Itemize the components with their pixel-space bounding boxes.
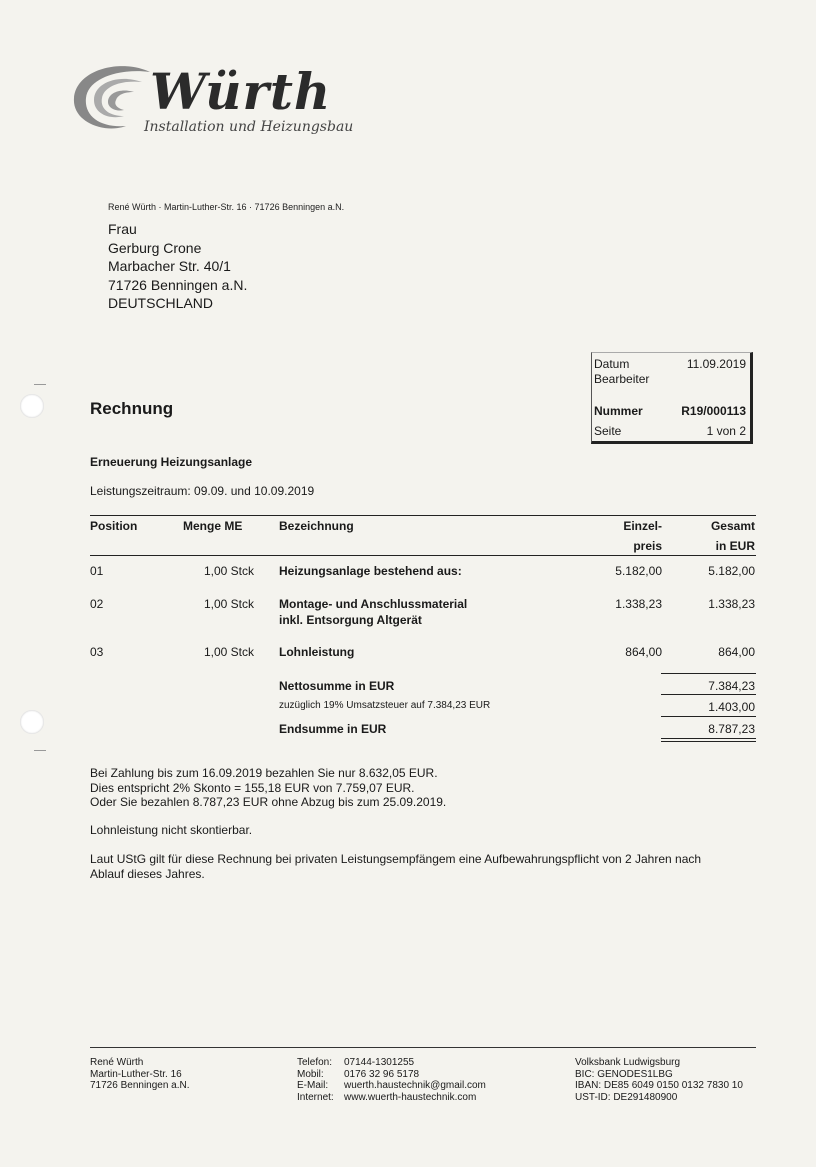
header-gesamt-2: in EUR	[715, 539, 755, 553]
row-position: 01	[90, 564, 104, 578]
footer-address-line: Martin-Luther-Str. 16	[90, 1068, 182, 1080]
header-gesamt-1: Gesamt	[710, 519, 755, 533]
recipient-line: Marbacher Str. 40/1	[108, 258, 231, 274]
payment-line: Bei Zahlung bis zum 16.09.2019 bezahlen Sie nur 8.632,05 EUR.	[90, 766, 438, 780]
nummer-label: Nummer	[594, 404, 643, 418]
payment-line: Oder Sie bezahlen 8.787,23 EUR ohne Abzug bis zum 25.09.2019.	[90, 795, 447, 809]
row-bezeichnung: Montage- und Anschlussmaterial	[279, 597, 468, 611]
row-position: 02	[90, 597, 104, 611]
row-einzelpreis: 1.338,23	[615, 597, 662, 611]
retention-line: Ablauf dieses Jahres.	[90, 866, 205, 881]
footer-address	[90, 1057, 190, 1092]
contact-label: Mobil:	[297, 1068, 324, 1080]
double-rule	[661, 738, 756, 739]
logo-tagline: Installation und Heizungsbau	[144, 119, 354, 135]
nummer-value: R19/000113	[681, 404, 746, 418]
retention-line: Laut UStG gilt für diese Rechnung bei privaten Leistungsempfängem eine Aufbewahrungspflicht von 2 Jahren nach	[90, 852, 702, 866]
row-bezeichnung: Heizungsanlage bestehend aus:	[279, 564, 462, 578]
contact-website: www.wuerth-haustechnik.com	[344, 1091, 477, 1103]
header-bezeichnung: Bezeichnung	[279, 519, 354, 533]
end-label: Endsumme in EUR	[279, 722, 387, 736]
fold-mark	[34, 750, 46, 751]
header-menge: Menge ME	[183, 519, 243, 533]
footer-rule	[90, 1047, 756, 1048]
bank-bic: BIC: GENODES1LBG	[575, 1068, 673, 1080]
recipient-line: Frau	[108, 221, 137, 237]
document-title: Rechnung	[90, 399, 174, 418]
punch-hole	[20, 710, 44, 734]
recipient-line: Gerburg Crone	[108, 239, 202, 256]
row-bezeichnung: Lohnleistung	[279, 645, 355, 659]
contact-label: Telefon:	[297, 1057, 333, 1068]
sender-line: René Würth · Martin-Luther-Str. 16 · 71726 Benningen a.N.	[108, 202, 345, 212]
header-einzelpreis-1: Einzel-	[623, 519, 662, 533]
vat-id: UST-ID: DE291480900	[575, 1091, 678, 1103]
netto-value: 7.384,23	[708, 679, 755, 693]
sum-rule	[661, 716, 756, 717]
payment-line: Dies entspricht 2% Skonto = 155,18 EUR von 7.759,07 EUR.	[90, 780, 415, 795]
logo-name: Würth	[150, 62, 332, 121]
bearbeiter-label: Bearbeiter	[594, 372, 650, 386]
contact-email: wuerth.haustechnik@gmail.com	[344, 1080, 486, 1091]
footer-address-line: René Würth	[90, 1057, 144, 1068]
service-period: Leistungszeitraum: 09.09. und 10.09.2019	[90, 484, 315, 498]
contact-label: E-Mail:	[297, 1080, 329, 1091]
datum-label: Datum	[594, 357, 630, 371]
header-einzelpreis-2: preis	[633, 539, 662, 553]
footer-bank	[575, 1057, 743, 1103]
table-header-rule	[90, 555, 756, 556]
punch-hole	[20, 394, 44, 418]
contact-label: Internet:	[297, 1091, 334, 1103]
row-gesamt: 1.338,23	[708, 597, 755, 611]
ust-value: 1.403,00	[708, 700, 755, 714]
bank-name: Volksbank Ludwigsburg	[575, 1057, 681, 1068]
payment-terms	[90, 766, 760, 810]
footer-contact-labels	[297, 1057, 334, 1103]
seite-value: 1 von 2	[706, 424, 746, 438]
row-gesamt: 5.182,00	[708, 564, 755, 578]
recipient-address	[108, 220, 247, 313]
datum-value: 11.09.2019	[686, 357, 746, 371]
seite-label: Seite	[594, 424, 622, 438]
header-position: Position	[90, 519, 138, 533]
footer-contact-values	[344, 1057, 486, 1103]
row-gesamt: 864,00	[718, 645, 755, 659]
sum-rule	[661, 673, 756, 674]
netto-label: Nettosumme in EUR	[279, 679, 395, 693]
footer-address-line: 71726 Benningen a.N.	[90, 1080, 190, 1091]
labor-note: Lohnleistung nicht skontierbar.	[90, 823, 253, 837]
contact-mobile: 0176 32 96 5178	[344, 1068, 420, 1080]
recipient-line: DEUTSCHLAND	[108, 295, 214, 311]
recipient-line: 71726 Benningen a.N.	[108, 276, 248, 293]
row-menge: 1,00 Stck	[203, 564, 254, 578]
row-position: 03	[90, 645, 104, 659]
table-top-rule	[90, 515, 756, 516]
fold-mark	[34, 384, 46, 385]
row-bezeichnung-line2: inkl. Entsorgung Altgerät	[279, 613, 422, 627]
invoice-info-box	[591, 352, 753, 444]
row-einzelpreis: 864,00	[625, 645, 662, 659]
end-value: 8.787,23	[708, 722, 755, 736]
retention-note	[90, 852, 760, 881]
row-menge: 1,00 Stck	[203, 597, 254, 611]
sum-rule	[661, 694, 756, 695]
company-logo	[70, 62, 380, 142]
row-einzelpreis: 5.182,00	[615, 564, 662, 578]
double-rule	[661, 741, 756, 742]
invoice-subject: Erneuerung Heizungsanlage	[90, 455, 253, 469]
contact-phone: 07144-1301255	[344, 1057, 415, 1068]
row-menge: 1,00 Stck	[203, 645, 254, 659]
bank-iban: IBAN: DE85 6049 0150 0132 7830 10	[575, 1080, 743, 1091]
ust-label: zuzüglich 19% Umsatzsteuer auf 7.384,23 EUR	[279, 700, 491, 711]
